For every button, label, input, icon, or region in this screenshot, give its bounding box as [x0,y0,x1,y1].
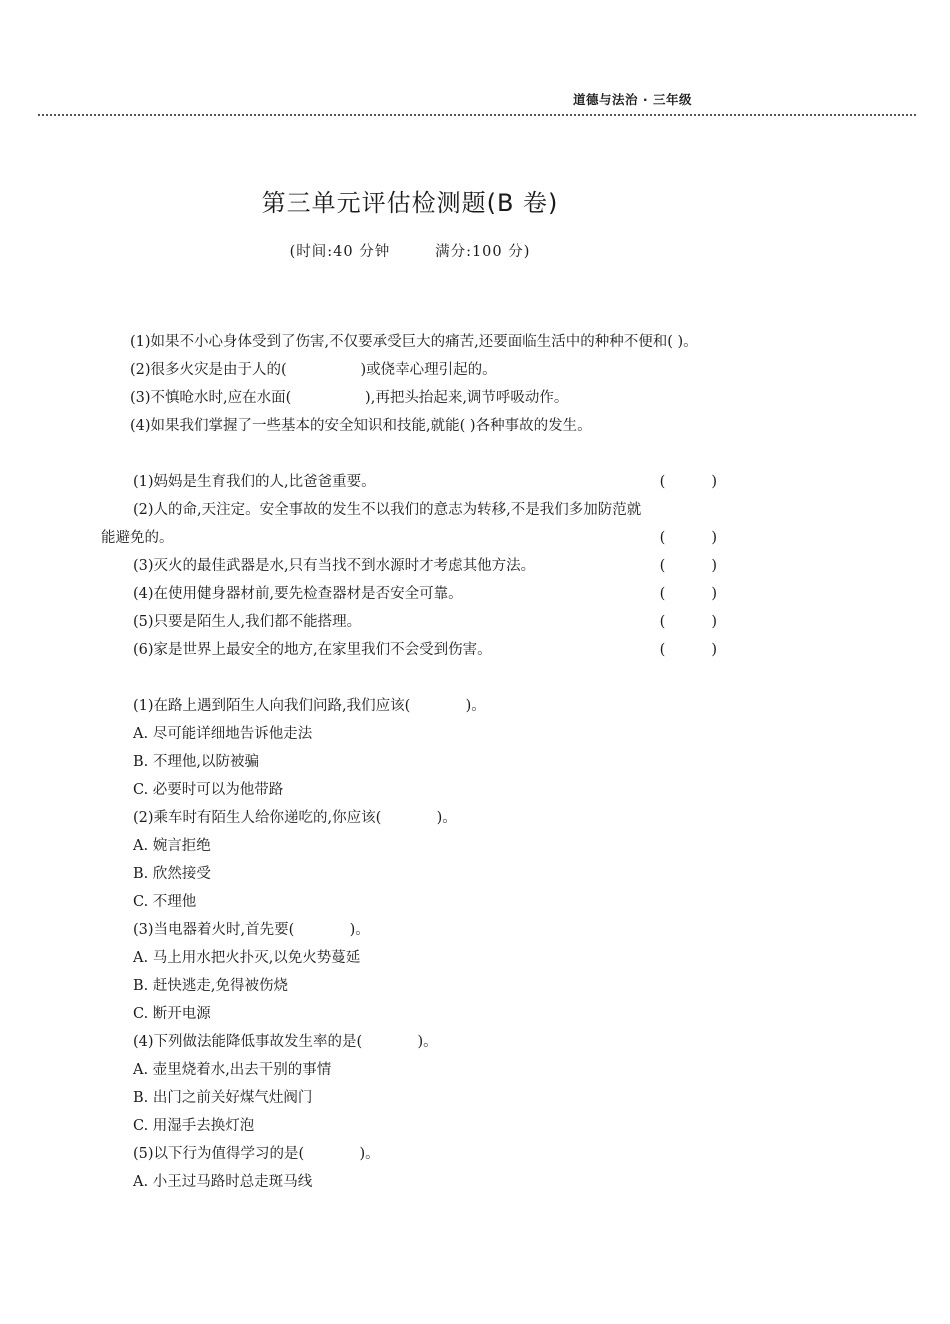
choice-option: A. 尽可能详细地告诉他走法 [133,726,313,742]
true-false-question: (1)妈妈是生育我们的人,比爸爸重要。 [133,474,376,490]
answer-bracket: ( ) [659,614,717,630]
choice-option: B. 不理他,以防被骗 [133,754,259,770]
section-2-heading [101,440,717,468]
choice-question-2: (2)乘车时有陌生人给你递吃的,你应该( )。 [133,810,457,826]
fill-blank-item-2: (2)很多火灾是由于人的( )或侥幸心理引起的。 [130,362,497,378]
true-false-question: (6)家是世界上最安全的地方,在家里我们不会受到伤害。 [133,642,492,658]
choice-question-1: (1)在路上遇到陌生人向我们问路,我们应该( )。 [133,698,486,714]
choice-question-3: (3)当电器着火时,首先要( )。 [133,922,370,938]
section-3-heading [101,664,717,692]
choice-option: C. 必要时可以为他带路 [133,782,284,798]
answer-bracket: ( ) [659,586,717,602]
true-false-question: (5)只要是陌生人,我们都不能搭理。 [133,614,362,630]
true-false-item-3 [101,552,717,580]
true-false-item-2: (2)人的命,天注定。安全事故的发生不以我们的意志为转移,不是我们多加防范就 [133,502,642,518]
true-false-question: (3)灭火的最佳武器是水,只有当找不到水源时才考虑其他方法。 [133,558,536,574]
choice-option: A. 马上用水把火扑灭,以免火势蔓延 [133,950,361,966]
choice-option: C. 断开电源 [133,1006,211,1022]
choice-question-4: (4)下列做法能降低事故发生率的是( )。 [133,1034,438,1050]
page-title: 第三单元评估检测题(B 卷) [261,189,559,217]
header-divider [38,114,916,116]
section-1-heading [101,300,717,328]
choice-option: A. 婉言拒绝 [133,838,211,854]
choice-option: A. 小王过马路时总走斑马线 [133,1174,313,1190]
fill-blank-item-3: (3)不慎呛水时,应在水面( ),再把头抬起来,调节呼吸动作。 [130,390,569,406]
choice-option: B. 欣然接受 [133,866,211,882]
header-subject: 道德与法治 · 三年级 [573,92,692,107]
answer-bracket: ( ) [659,642,717,658]
choice-option: C. 不理他 [133,894,197,910]
answer-bracket: ( ) [659,558,717,574]
true-false-item-2-cont [101,524,717,552]
choice-option: C. 用湿手去换灯泡 [133,1118,255,1134]
true-false-question: 能避免的。 [101,530,174,546]
choice-option: B. 出门之前关好煤气灶阀门 [133,1090,313,1106]
true-false-item-4 [101,580,717,608]
true-false-item-1 [101,468,717,496]
true-false-question: (4)在使用健身器材前,要先检查器材是否安全可靠。 [133,586,463,602]
exam-time-score: (时间:40 分钟 满分:100 分) [289,244,531,260]
true-false-item-5 [101,608,717,636]
choice-option: A. 壶里烧着水,出去干别的事情 [133,1062,332,1078]
answer-bracket: ( ) [659,474,717,490]
answer-bracket: ( ) [659,530,717,546]
choice-option: B. 赶快逃走,免得被伤烧 [133,978,288,994]
choice-question-5: (5)以下行为值得学习的是( )。 [133,1146,380,1162]
true-false-item-6 [101,636,717,664]
exam-content [101,300,717,1196]
fill-blank-item-4: (4)如果我们掌握了一些基本的安全知识和技能,就能( )各种事故的发生。 [130,418,592,434]
fill-blank-item-1: (1)如果不小心身体受到了伤害,不仅要承受巨大的痛苦,还要面临生活中的种种不便和( )。 [130,334,698,350]
